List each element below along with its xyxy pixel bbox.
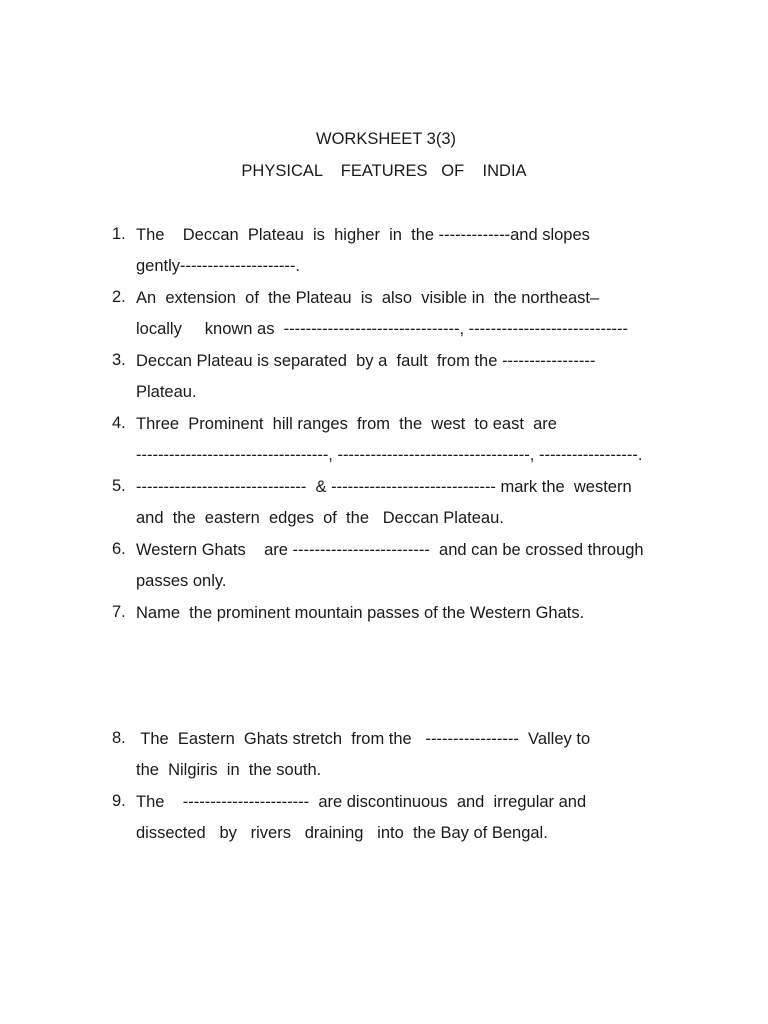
question-number: 3. (112, 351, 126, 369)
worksheet-subtitle: PHYSICAL FEATURES OF INDIA (241, 162, 527, 180)
question-text-line: -----------------------------------, -----------------------------------, ------------------. (136, 446, 643, 464)
question-text-line: ------------------------------- & ------------------------------ mark the western (136, 478, 632, 496)
question-text-line: Deccan Plateau is separated by a fault from the ----------------- (136, 352, 596, 370)
question-text-line: Plateau. (136, 383, 197, 401)
question-number: 6. (112, 540, 126, 558)
question-text-line: Name the prominent mountain passes of the Western Ghats. (136, 604, 585, 622)
question-number: 2. (112, 288, 126, 306)
question-text-line: locally known as --------------------------------, ----------------------------- (136, 320, 628, 338)
question-number: 7. (112, 603, 126, 621)
question-number: 4. (112, 414, 126, 432)
question-number: 9. (112, 792, 126, 810)
question-text-line: dissected by rivers draining into the Bay of Bengal. (136, 824, 548, 842)
question-number: 5. (112, 477, 126, 495)
question-text-line: The ----------------------- are discontinuous and irregular and (136, 793, 587, 811)
question-text-line: An extension of the Plateau is also visible in the northeast– (136, 289, 600, 307)
question-text-line: The Eastern Ghats stretch from the ----------------- Valley to (136, 730, 591, 748)
question-text-line: Three Prominent hill ranges from the west to east are (136, 415, 557, 433)
question-text-line: gently---------------------. (136, 257, 301, 275)
question-text-line: the Nilgiris in the south. (136, 761, 322, 779)
question-text-line: passes only. (136, 572, 227, 590)
question-number: 1. (112, 225, 126, 243)
worksheet-title: WORKSHEET 3(3) (316, 130, 456, 148)
question-text-line: The Deccan Plateau is higher in the -------------and slopes (136, 226, 590, 244)
question-text-line: and the eastern edges of the Deccan Plateau. (136, 509, 504, 527)
question-text-line: Western Ghats are ------------------------- and can be crossed through (136, 541, 644, 559)
question-number: 8. (112, 729, 126, 747)
